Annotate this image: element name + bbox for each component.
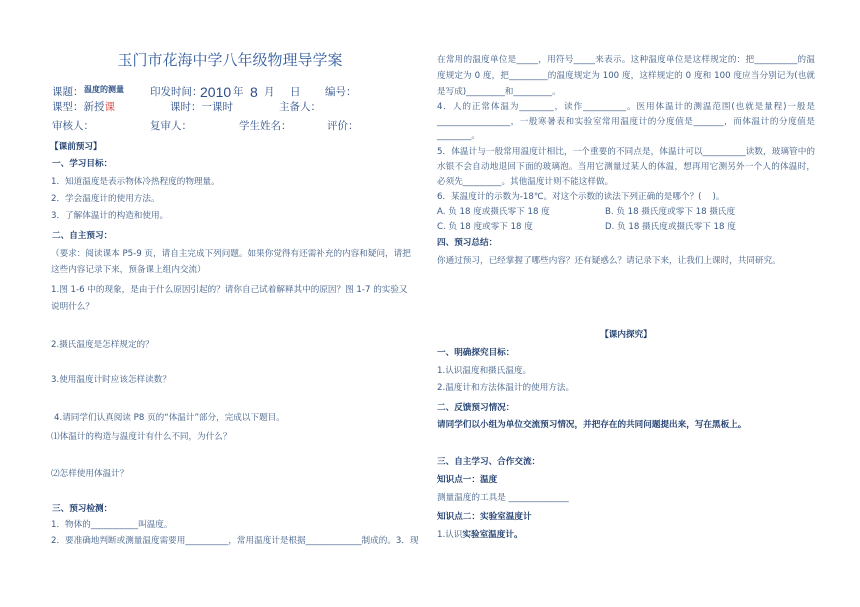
issue-date-label: 印发时间： [150,86,203,98]
knowledge-point-2-bold: 实验室温度计。 [462,530,523,540]
preview-heading: 【课前预习】 [50,142,102,152]
knowledge-point-1-blank: ______________ [508,493,569,503]
student-name-label: 学生姓名： [239,120,292,132]
self-study-heading: 二、自主预习： [52,231,113,241]
issue-year-value: 2010 [200,84,232,100]
topic-label: 课题： [52,86,84,98]
rereviewer-label: 复审人： [150,120,192,132]
self-study-note: （要求：阅读课本 P5-9 页，请自主完成下列问题。如果你觉得有还需补充的内容和疑问，请把这些内容记录下来，预备课上组内交流） [51,249,411,275]
lesson-period [170,99,233,115]
year-unit: 年 [233,86,244,98]
option-d: D. 负 18 摄氏度或摄氏零下 18 度 [605,222,736,232]
knowledge-point-1-item [437,491,569,506]
question-item: 2.摄氏温度是怎样规定的？ [51,340,154,350]
number-label: 编号： [325,86,357,98]
lesson-period-value: 一课时 [201,101,233,113]
issue-month-value: 8 [250,84,258,100]
goal-item: 3．了解体温计的构造和使用。 [51,211,169,221]
goal-item: 1．知道温度是表示物体冷热程度的物理量。 [51,177,220,187]
summary-text: 你通过预习，已经掌握了哪些内容？还有疑惑么？请记录下来，让我们上课时，共同研究。 [437,256,781,266]
question-item: 4.请同学们认真阅读 P8 页的“体温计”部分，完成以下题目。 [54,413,285,423]
knowledge-point-2-item [437,528,523,543]
issue-month [250,84,258,102]
day-unit: 日 [290,86,301,98]
feedback-heading: 二、反馈预习情况： [437,403,515,413]
lesson-type-value: 新授 [83,101,105,113]
question-item: 3.使用温度计时应该怎样读数？ [51,375,171,385]
goals-heading: 一、学习目标： [52,159,113,169]
goal-item: 2．学会温度计的使用方法。 [51,194,160,204]
feedback-text: 请同学们以小组为单位交流预习情况，并把存在的共同问题提出来，写在黑板上。 [437,420,747,430]
page-title: 玉门市花海中学八年级物理导学案 [117,51,343,69]
check-item: 1．物体的___________叫温度。 [51,520,173,530]
evaluation-label: 评价： [327,120,359,132]
question-subitem: ⑴体温计的构造与温度计有什么不同，为什么？ [51,432,232,442]
check-item-continued: 在常用的温度单位是_____，用符号_____来表示。这种温度单位是这样规定的：把__________的温度规定为 0 度，把_________的温度规定为 100 度，这样规定的 0 度和 100 度应当分别记为(也就是写成)_________和_________。 [437,55,815,97]
in-class-goal-item: 2.温度计和方法体温计的使用方法。 [437,383,575,393]
summary-heading: 四、预习总结： [437,238,498,248]
knowledge-point-1-text: 测量温度的工具是 [437,493,509,503]
check-item: 6．某温度计的示数为-18℃。对这个示数的读法下列正确的是哪个？( )。 [437,192,725,202]
option-c: C. 负 18 度或零下 18 度 [437,222,533,232]
option-b: B. 负 18 摄氏度或零下 18 摄氏度 [605,207,736,217]
in-class-goals-heading: 一、明确探究目标： [437,348,515,358]
topic-value-text: 温度的测量 [84,85,124,94]
in-class-goal-item: 1.认识温度和摄氏温度。 [437,366,532,376]
knowledge-point-1-heading: 知识点一：温度 [437,475,498,485]
question-subitem: ⑵怎样使用体温计？ [51,469,129,479]
lesson-type-label: 课型： [52,101,84,113]
option-a: A. 负 18 度或摄氏零下 18 度 [437,207,550,217]
cooperation-heading: 三、自主学习、合作交流： [437,457,541,467]
question-item: 1.图 1-6 中的现象，是由于什么原因引起的？请你自己试着解释其中的原因？图 1-7 的实验又说明什么？ [51,285,408,312]
lesson-type [52,99,115,115]
lesson-period-label: 课时： [170,101,202,113]
reviewer-label: 审核人： [52,120,94,132]
lesson-type-value-red: 课 [104,101,115,113]
preparer-label: 主备人： [279,101,321,113]
in-class-heading: 【课内探究】 [600,330,652,340]
month-unit: 月 [264,86,275,98]
knowledge-point-2-heading: 知识点二：实验室温度计 [437,512,532,522]
check-item: 5．体温计与一般常用温度计相比，一个重要的不同点是，体温计可以__________读数，玻璃管中的水银不会自动地退回下面的玻璃泡。当用它测量过某人的体温，想再用它测另外一个人的体温时，必须先_________。其他温度计则不能这样做。 [437,147,815,187]
knowledge-point-2-prefix: 1.认识 [437,530,463,540]
check-item: 4．人的正常体温为________，读作__________。医用体温计的测温范围(也就是量程)一般是_________________，一般寒暑表和实验室常用温度计的分度值是_______，而体温计的分度值是________。 [437,102,815,141]
check-item: 2．要准确地判断或测量温度需要用__________，常用温度计是根据_____________制成的。3．现 [51,536,419,546]
check-heading: 三、预习检测： [52,504,113,514]
